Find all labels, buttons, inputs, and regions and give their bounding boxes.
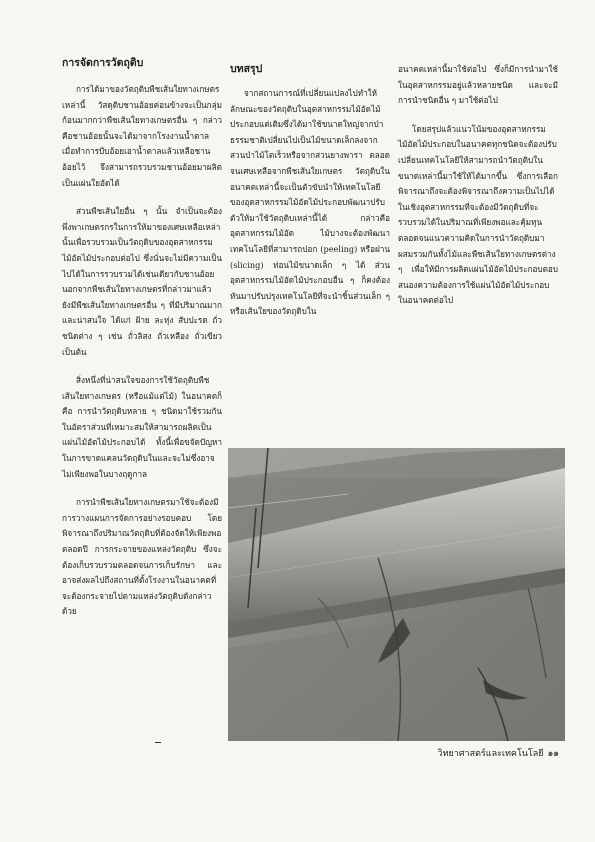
section-heading-conclusion: บทสรุป: [230, 63, 263, 75]
section-heading-raw-material: การจัดการวัตถุดิบ: [62, 57, 144, 69]
page-footer: [438, 746, 559, 760]
paragraph: จากสถานการณ์ที่เปลี่ยนแปลงไปทำให้ลักษณะของวัตถุดิบในอุตสาหกรรมไม้อัดไม้ประกอบแต่เดิมซึ่งได้มาใช้ขนาดใหญ่จากป่าธรรมชาติเปลี่ยนไปเป็นไม้ขนาดเล็กลงจากสวนป่าไม้โตเร็วหรือจากสวนยางพารา ตลอดจนเศษเหลือจากพืชเส้นใยเกษตร วัตถุดิบในอนาคตเหล่านี้จะเป็นตัวขับนำให้เทคโนโลยีของอุตสาหกรรมไม้อัดไม้ประกอบพัฒนาปรับตัวให้มาใช้วัตถุดิบเหล่านี้ได้ กล่าวคืออุตสาหกรรมไม้อัด ไม้บางจะต้องพัฒนาเทคโนโลยีที่สามารถปอก (peeling) หรือฝาน (slicing) ท่อนไม้ขนาดเล็ก ๆ ได้ ส่วนอุตสาหกรรมไม้อัดไม้ประกอบอื่น ๆ ก็คงต้องหันมาปรับปรุงเทคโนโลยีที่จะนำชิ้นส่วนเล็ก ๆ หรือเส้นใยของวัตถุดิบใน: [230, 88, 390, 317]
paragraph: การได้มาของวัตถุดิบพืชเส้นใยทางเกษตรเหล่านี้ วัสดุดิบชานอ้อยค่อนข้างจะเป็นกลุ่มก้อนมากกว่าพืชเส้นใยทางเกษตรอื่น ๆ กล่าวคือชานอ้อยนั้นจะได้มาจากโรงงานน้ำตาล เมื่อทำการบีบอ้อยเอาน้ำตาลแล้วเหลือชานอ้อยไว้ จึงสามารถรวบรวมชานอ้อยมาผลิตเป็นแผ่นใยอัดได้: [62, 84, 222, 188]
photo-illustration: [228, 448, 565, 741]
column-middle: [230, 62, 390, 333]
paragraph: สิ่งหนึ่งที่น่าสนใจของการใช้วัตถุดิบพืชเส้นใยทางเกษตร (หรือแม้แต่ไม้) ในอนาคตก็คือ การนำวัตถุดิบหลาย ๆ ชนิดมาใช้รวมกันในอัตราส่วนที่เหมาะสมให้สามารถผลิตเป็นแผ่นไม้อัดไม้ประกอบได้ ทั้งนี้เพื่อขจัดปัญหาในการขาดแคลนวัตถุดิบในและจะไม่ซึ่งอาจไม่เพียงพอในบางฤดูกาล: [62, 375, 222, 479]
paragraph: การนำพืชเส้นใยทางเกษตรมาใช้จะต้องมีการวางแผนการจัดการอย่างรอบคอบ โดยพิจารณาถึงปริมาณวัตถุดิบที่ต้องจัดให้เพียงพอตลอดปี การกระจายของแหล่งวัตถุดิบ ซึ่งจะต้องเก็บรวบรวมตลอดจนการเก็บรักษา และอาจส่งผลไปถึงสถานที่ตั้งโรงงานในอนาคตที่จะต้องกระจายไปตามแหล่งวัตถุดิบดังกล่าวด้วย: [62, 497, 222, 617]
paragraph: ส่วนพืชเส้นใยอื่น ๆ นั้น จำเป็นจะต้องพึ่งพาเกษตรกรในการให้มาของเศษเหลือเหล่านั้นเพื่อรวบรวมเป็นวัตถุดิบของอุตสาหกรรมไม้อัดไม้ประกอบต่อไป ซึ่งนั่นจะไม่มีความเป็นไปได้ในการรวบรวมได้เช่นเดียวกับชานอ้อยนอกจากพืชเส้นใยทางเกษตรที่กล่าวมาแล้ว ยังมีพืชเส้นใยทางเกษตรอื่น ๆ ที่มีปริมาณมากและน่าสนใจ ได้แก่ ฝ้าย ละหุ่ง สับปะรด ถั่วชนิดต่าง ๆ เช่น ถั่วลิสง ถั่วเหลือง ถั่วเขียว เป็นต้น: [62, 206, 222, 357]
paragraph: อนาคตเหล่านี้มาใช้ต่อไป ซึ่งก็มีการนำมาใช้ในอุตสาหกรรมอยู่แล้วหลายชนิด และจะมีการนำชนิดอื่น ๆ มาใช้ต่อไป: [398, 64, 558, 106]
footer-title: วิทยาศาสตร์และเทคโนโลยี: [437, 749, 544, 759]
column-end-mark: [155, 742, 161, 743]
plant-stalks-photo: [228, 448, 565, 741]
column-right: [398, 62, 558, 322]
column-left: [62, 56, 222, 633]
paragraph: โดยสรุปแล้วแนวโน้มของอุตสาหกรรมไม้อัดไม้ประกอบในอนาคตทุกชนิดจะต้องปรับเปลี่ยนเทคโนโลยีให้สามารถนำวัตถุดิบในขนาดเหล่านี้มาใช้ให้ได้มากขึ้น ซึ่งการเลือกพิจารณาถึงจะต้องพิจารณาถึงความเป็นไปได้ในเชิงอุตสาหกรรมที่จะต้องมีวัตถุดิบที่จะรวบรวมได้ในปริมาณที่เพียงพอและคุ้มทุน ตลอดจนแนวความคิดในการนำวัตถุดิบมาผสมรวมกันทั้งไม้และพืชเส้นใยทางเกษตรต่าง ๆ เพื่อให้มีการผลิตแผ่นไม้อัดไม้ประกอบตอบสนองความต้องการใช้แผ่นไม้อัดไม้ประกอบในอนาคตต่อไป: [398, 123, 558, 306]
page-number: ๑๑: [547, 749, 559, 759]
